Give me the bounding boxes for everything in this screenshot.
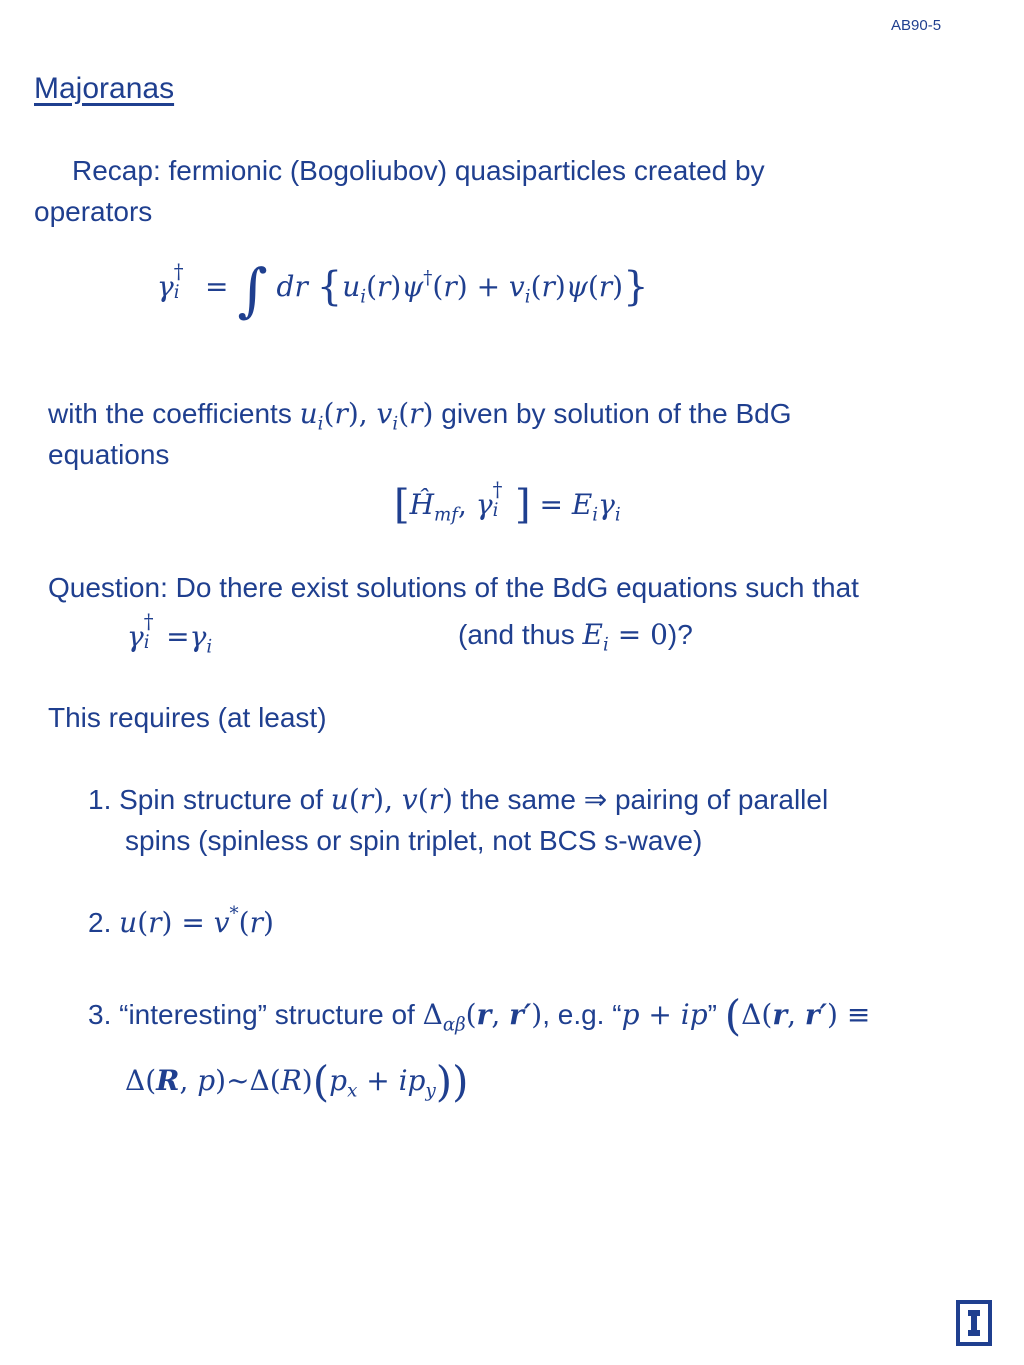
slide-title: Majoranas (34, 72, 175, 105)
item-1-math: u(r), v(r) (330, 783, 453, 816)
requires-text: This requires (at least) (48, 702, 327, 733)
item-2-math: u(r) = v*(r) (119, 903, 274, 939)
recap-line-2: operators (34, 196, 153, 227)
item-3-def-math: (Δ(r, r′) ≡ (724, 991, 871, 1040)
operator-equation: γ † i = ∫ dr $\{u_i(r)\psi^\dagger(r) + v_i(r)\psi(r)\}$ (157, 256, 649, 324)
list-item-3-line-2: Δ(R, $p)\sim\Delta(R)(p_x + ip_y)$) (125, 1057, 469, 1106)
question-end: )? (667, 619, 693, 650)
majorana-condition: γ † i $=\gamma_i$ (127, 610, 213, 658)
coefficients-line (48, 397, 792, 435)
item-3-pip-math: p + ip (621, 998, 708, 1031)
list-item-1-line-2: spins (spinless or spin triplet, not BCS s-wave) (125, 825, 703, 856)
item-1-prefix: 1. Spin structure of (88, 784, 331, 815)
recap-line-1: Recap: fermionic (Bogoliubov) quasiparticles created by (72, 155, 765, 186)
item-3-delta-math: $\Delta_{\alpha\beta}(r$, r′) (422, 998, 543, 1036)
block-i-icon (968, 1310, 980, 1336)
coefficients-math: $u_i(r)$, $v_i(r)$ (299, 397, 434, 435)
item-2-prefix: 2. (88, 907, 120, 938)
item-3-eg: , e.g. “ (542, 999, 622, 1030)
university-block-i-logo (956, 1300, 992, 1346)
list-item-2 (88, 903, 274, 940)
item-3-close-quote: ” (707, 999, 717, 1030)
bdg-equation: [$Ĥ_{mf}$, γ † i ] = $E_i\gamma_i$ (394, 478, 621, 528)
coefficients-prefix: with the coefficients (48, 398, 300, 429)
coefficients-suffix: given by solution of the BdG (433, 398, 792, 429)
coefficients-line-2: equations (48, 439, 170, 470)
list-item-3 (88, 991, 871, 1040)
slide-id: AB90-5 (891, 17, 942, 34)
item-1-suffix: the same ⇒ pairing of parallel (452, 784, 829, 815)
and-thus-text: (and thus (458, 619, 583, 650)
item-3-prefix: 3. “interesting” structure of (88, 999, 423, 1030)
question-line-1: Question: Do there exist solutions of the BdG equations such that (48, 572, 859, 603)
question-and-thus (458, 618, 693, 656)
zero-energy-math: $E_i = 0$ (582, 618, 668, 656)
list-item-1 (88, 783, 828, 817)
